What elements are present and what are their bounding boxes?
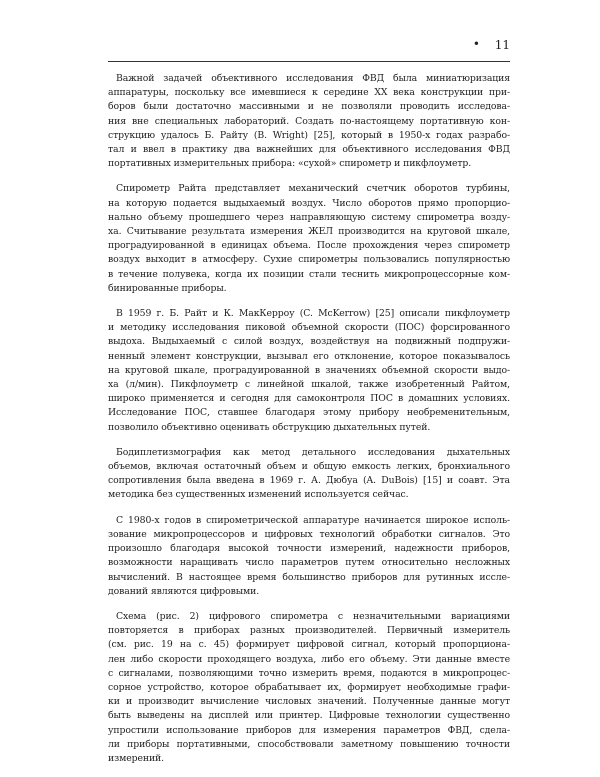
text-line: боров были достаточно массивными и не позволяли проводить исследова-: [108, 101, 510, 113]
text-line: сорное устройство, которое обрабатывает их, формирует необходимые графи-: [108, 681, 510, 693]
paragraph: [108, 514, 510, 599]
text-line: и методику исследования пиковой объемной скорости (ПОС) форсированного: [108, 322, 510, 334]
text-line: широко применяется и сегодня для самоконтроля ПОС в домашних условиях.: [108, 393, 510, 405]
text-line: с сигналами, позволяющими точно измерить время, подаются в микропроцес-: [108, 667, 510, 679]
page-number: 11: [494, 38, 510, 52]
text-line: Важной задачей объективного исследования ФВД была миниатюризация: [116, 73, 510, 84]
text-line: произошло благодаря высокой точности измерений, надежности приборов,: [108, 543, 510, 555]
text-line: тал и ввел в практику два важнейших для объективного исследования ФВД: [108, 144, 510, 156]
text-line: ненный элемент конструкции, вызывал его отклонение, которое показывалось: [108, 350, 510, 362]
text-line: (см. рис. 19 на с. 45) формирует цифровой сигнал, который пропорциона-: [108, 639, 510, 651]
paragraph: [108, 307, 510, 435]
text-line: быть выведены на дисплей или принтер. Цифровые технологии существенно: [108, 710, 510, 722]
text-line: возможности наращивать число параметров путем относительно несложных: [108, 557, 510, 569]
paragraph: [108, 72, 510, 171]
paragraph: [108, 182, 510, 296]
text-line: выдоха. Выдыхаемый с силой воздух, воздействуя на подвижный подпружи-: [108, 336, 510, 348]
text-line: портативных измерительных прибора: «сухой» спирометр и пикфлоуметр.: [108, 158, 472, 170]
text-line: нально объему прошедшего через направляющую систему спирометра возду-: [108, 211, 510, 223]
text-line: на которую подается выдыхаемый воздух. Число оборотов прямо пропорцио-: [108, 197, 510, 209]
text-line: В 1959 г. Б. Райт и К. МакКерроу (C. McKerrow) [25] описали пикфлоуметр: [116, 308, 510, 320]
paragraph: [108, 610, 510, 766]
text-line: струкцию удалось Б. Райту (B. Wright) [25], который в 1950-х годах разрабо-: [108, 129, 510, 141]
text-line: Схема (рис. 2) цифрового спирометра с незначительными вариациями: [116, 610, 510, 622]
text-line: бинированные приборы.: [108, 282, 227, 294]
text-line: С 1980-х годов в спирометрической аппаратуре начинается широкое исполь-: [116, 514, 510, 526]
text-line: ки и производит вычисление числовых значений. Полученные данные могут: [108, 696, 510, 708]
page-header: [108, 35, 510, 62]
text-line: сопротивления была введена в 1969 г. А. Дюбуа (A. DuBois) [15] и соавт. Эта: [108, 475, 510, 487]
text-line: позволило объективно оценивать обструкцию дыхательных путей.: [108, 421, 431, 433]
text-line: зование микропроцессоров и цифровых технологий обработки сигналов. Это: [108, 528, 510, 540]
bullet-icon: •: [472, 37, 480, 51]
text-line: повторяется в приборах разных производителей. Первичный измеритель: [108, 625, 510, 637]
text-line: дований являются цифровыми.: [108, 585, 260, 597]
text-line: проградуированной в единицах объема. После прохождения через спирометр: [108, 240, 510, 252]
text-line: ния вне специальных лабораторий. Создать по-настоящему портативную кон-: [108, 115, 510, 127]
text-line: Исследование ПОС, ставшее благодаря этому прибору необременительным,: [108, 407, 510, 419]
text-line: вычислений. В настоящее время большинство приборов для рутинных иссле-: [108, 571, 510, 583]
text-line: на круговой шкале, проградуированной в значениях объемной скорости выдо-: [108, 364, 510, 376]
text-line: аппаратуры, поскольку все имевшиеся к середине XX века конструкции при-: [108, 87, 510, 99]
text-line: объемов, включая остаточный объем и общую емкость легких, бронхиального: [108, 461, 510, 473]
text-line: методика без существенных изменений используется сейчас.: [108, 489, 409, 501]
text-line: Бодиплетизмография как метод детального исследования дыхательных: [116, 446, 510, 458]
text-line: ли приборы портативными, способствовали заметному повышению точности: [108, 738, 510, 750]
text-line: лен либо скорости проходящего воздуха, либо его объему. Эти данные вместе: [108, 653, 510, 665]
text-line: воздух выходит в атмосферу. Сухие спирометры пользовались популярностью: [108, 254, 510, 266]
text-line: ха (л/мин). Пикфлоуметр с линейной шкалой, также изобретенный Райтом,: [108, 379, 510, 391]
paragraph: [108, 446, 510, 503]
text-line: Спирометр Райта представляет механический счетчик оборотов турбины,: [116, 183, 510, 195]
text-line: упростили использование приборов для измерения параметров ФВД, сдела-: [108, 724, 510, 736]
text-line: в течение полувека, когда их позиции стали теснить микропроцессорные ком-: [108, 268, 510, 280]
text-line: измерений.: [108, 752, 164, 764]
body-text: [108, 72, 510, 777]
text-line: ха. Считывание результата измерения ЖЕЛ производится на круговой шкале,: [108, 226, 510, 238]
